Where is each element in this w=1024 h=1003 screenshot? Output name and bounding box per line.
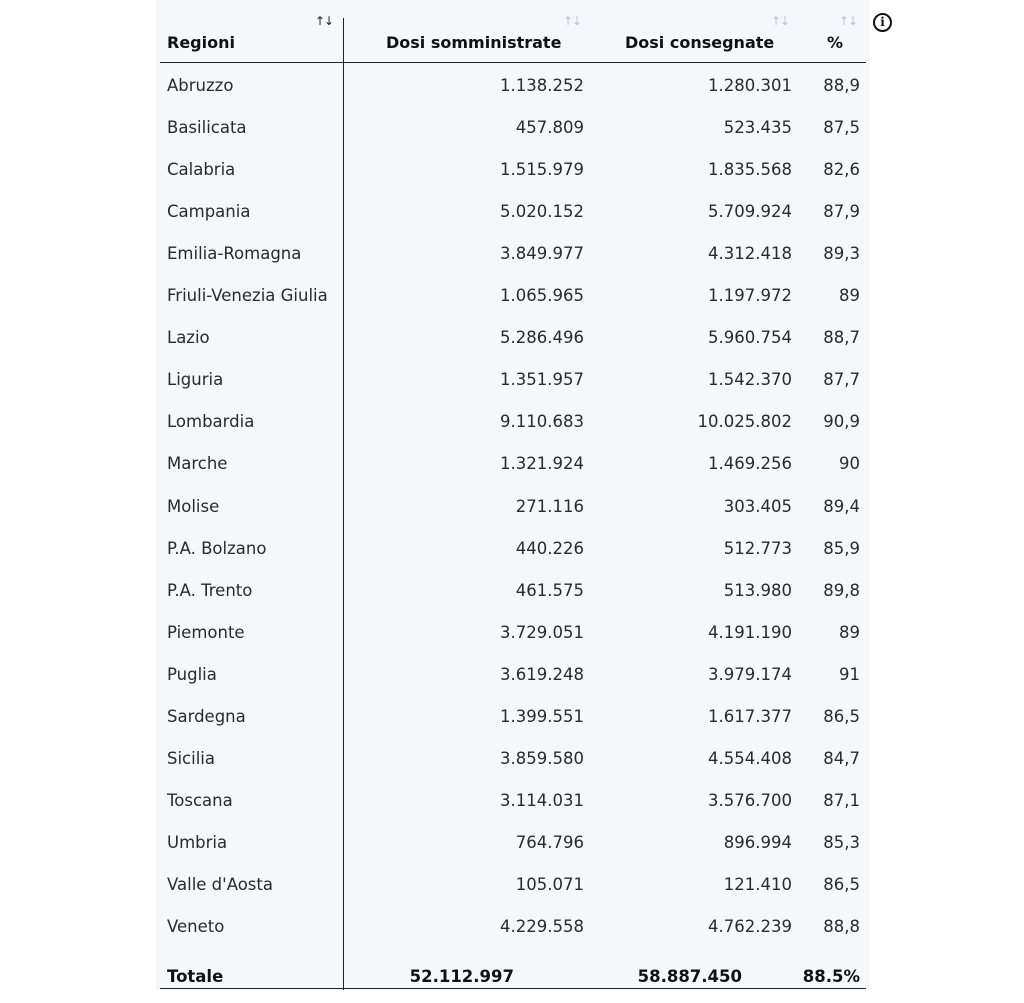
- table-row: [156, 695, 870, 737]
- table-row: [156, 106, 870, 148]
- cell-somministrate: 1.351.957: [500, 370, 584, 390]
- cell-percentuale: 88,8: [823, 917, 860, 936]
- cell-consegnate: 1.197.972: [708, 286, 792, 306]
- cell-somministrate: 3.729.051: [500, 622, 584, 642]
- cell-percentuale: 84,7: [823, 748, 860, 768]
- cell-regione: Emilia-Romagna: [167, 244, 302, 264]
- cell-regione: Basilicata: [167, 118, 247, 138]
- cell-somministrate: 3.859.580: [500, 748, 584, 768]
- cell-regione: Lombardia: [167, 412, 255, 432]
- cell-percentuale: 87,7: [823, 370, 860, 390]
- cell-regione: Calabria: [167, 160, 236, 180]
- cell-percentuale: 87,9: [823, 202, 860, 222]
- cell-regione: P.A. Bolzano: [167, 538, 267, 558]
- cell-somministrate: 105.071: [515, 874, 584, 894]
- cell-somministrate: 1.515.979: [500, 160, 584, 180]
- header-dosi-consegnate[interactable]: Dosi consegnate: [625, 33, 775, 52]
- cell-regione: Umbria: [167, 832, 228, 852]
- cell-somministrate: 1.399.551: [500, 706, 584, 726]
- cell-somministrate: 457.809: [515, 118, 584, 138]
- cell-percentuale: 90,9: [823, 412, 860, 432]
- cell-consegnate: 3.576.700: [708, 790, 792, 810]
- total-row: [156, 955, 870, 997]
- table-row: [156, 485, 870, 527]
- cell-consegnate: 5.709.924: [708, 202, 792, 222]
- cell-consegnate: 5.960.754: [708, 328, 792, 348]
- cell-percentuale: 89: [839, 286, 860, 306]
- cell-somministrate: 3.619.248: [500, 664, 584, 684]
- cell-regione: Puglia: [167, 664, 217, 684]
- cell-regione: P.A. Trento: [167, 580, 253, 600]
- cell-consegnate: 1.835.568: [708, 160, 792, 180]
- table-row: [156, 232, 870, 274]
- table-row: [156, 611, 870, 653]
- cell-consegnate: 513.980: [723, 580, 792, 600]
- total-label: Totale: [167, 967, 224, 986]
- table-row: [156, 274, 870, 316]
- cell-consegnate: 4.762.239: [708, 917, 792, 936]
- cell-regione: Veneto: [167, 917, 225, 936]
- total-somministrate: 52.112.997: [409, 967, 514, 986]
- cell-consegnate: 1.542.370: [708, 370, 792, 390]
- table-row: [156, 64, 870, 106]
- cell-consegnate: 896.994: [723, 832, 792, 852]
- header-divider: [160, 62, 866, 63]
- sort-arrows-icon[interactable]: ↑↓: [563, 14, 582, 28]
- cell-regione: Piemonte: [167, 622, 245, 642]
- table-row: [156, 316, 870, 358]
- cell-percentuale: 85,9: [823, 538, 860, 558]
- cell-percentuale: 89,4: [823, 496, 860, 516]
- total-consegnate: 58.887.450: [637, 967, 742, 986]
- table-row: [156, 400, 870, 442]
- cell-regione: Toscana: [167, 790, 233, 810]
- cell-consegnate: 512.773: [723, 538, 792, 558]
- cell-somministrate: 5.286.496: [500, 328, 584, 348]
- table-row: [156, 358, 870, 400]
- cell-percentuale: 86,5: [823, 706, 860, 726]
- cell-percentuale: 82,6: [823, 160, 860, 180]
- cell-somministrate: 461.575: [515, 580, 584, 600]
- cell-consegnate: 4.191.190: [708, 622, 792, 642]
- table-row: [156, 190, 870, 232]
- table-row: [156, 863, 870, 905]
- cell-consegnate: 1.280.301: [708, 76, 792, 95]
- cell-percentuale: 88,7: [823, 328, 860, 348]
- cell-percentuale: 86,5: [823, 874, 860, 894]
- cell-consegnate: 10.025.802: [697, 412, 792, 432]
- header-regioni[interactable]: Regioni: [167, 33, 235, 52]
- cell-regione: Valle d'Aosta: [167, 874, 273, 894]
- cell-percentuale: 90: [839, 454, 860, 474]
- table-row: [156, 527, 870, 569]
- table-row: [156, 442, 870, 484]
- table-row: [156, 569, 870, 611]
- cell-somministrate: 3.114.031: [500, 790, 584, 810]
- cell-percentuale: 91: [839, 664, 860, 684]
- cell-somministrate: 271.116: [515, 496, 584, 516]
- cell-consegnate: 1.469.256: [708, 454, 792, 474]
- cell-consegnate: 523.435: [723, 118, 792, 138]
- cell-consegnate: 1.617.377: [708, 706, 792, 726]
- cell-consegnate: 4.554.408: [708, 748, 792, 768]
- cell-regione: Liguria: [167, 370, 224, 390]
- cell-consegnate: 121.410: [723, 874, 792, 894]
- cell-regione: Marche: [167, 454, 228, 474]
- table-row: [156, 737, 870, 779]
- cell-regione: Abruzzo: [167, 76, 234, 95]
- cell-regione: Campania: [167, 202, 251, 222]
- cell-consegnate: 4.312.418: [708, 244, 792, 264]
- cell-percentuale: 89,3: [823, 244, 860, 264]
- cell-regione: Friuli-Venezia Giulia: [167, 286, 328, 306]
- cell-somministrate: 1.138.252: [500, 76, 584, 95]
- cell-somministrate: 9.110.683: [500, 412, 584, 432]
- total-percentuale: 88.5%: [802, 967, 860, 986]
- table-row: [156, 905, 870, 947]
- cell-regione: Sicilia: [167, 748, 215, 768]
- info-icon[interactable]: i: [873, 13, 892, 32]
- sort-arrows-icon[interactable]: ↑↓: [839, 14, 858, 28]
- cell-somministrate: 4.229.558: [500, 917, 584, 936]
- cell-regione: Sardegna: [167, 706, 246, 726]
- cell-somministrate: 1.065.965: [500, 286, 584, 306]
- cell-somministrate: 440.226: [515, 538, 584, 558]
- table-row: [156, 148, 870, 190]
- cell-percentuale: 89,8: [823, 580, 860, 600]
- cell-somministrate: 1.321.924: [500, 454, 584, 474]
- cell-percentuale: 87,5: [823, 118, 860, 138]
- cell-percentuale: 85,3: [823, 832, 860, 852]
- table-row: [156, 779, 870, 821]
- table-row: [156, 653, 870, 695]
- header-dosi-somministrate[interactable]: Dosi somministrate: [386, 33, 562, 52]
- table-row: [156, 821, 870, 863]
- cell-somministrate: 3.849.977: [500, 244, 584, 264]
- cell-consegnate: 3.979.174: [708, 664, 792, 684]
- cell-somministrate: 5.020.152: [500, 202, 584, 222]
- cell-percentuale: 89: [839, 622, 860, 642]
- cell-consegnate: 303.405: [723, 496, 792, 516]
- sort-arrows-icon[interactable]: ↑↓: [771, 14, 790, 28]
- sort-arrows-icon[interactable]: ↑↓: [315, 14, 334, 28]
- cell-percentuale: 88,9: [823, 76, 860, 95]
- header-percentuale[interactable]: %: [827, 33, 844, 52]
- cell-percentuale: 87,1: [823, 790, 860, 810]
- cell-somministrate: 764.796: [515, 832, 584, 852]
- cell-regione: Molise: [167, 496, 220, 516]
- cell-regione: Lazio: [167, 328, 210, 348]
